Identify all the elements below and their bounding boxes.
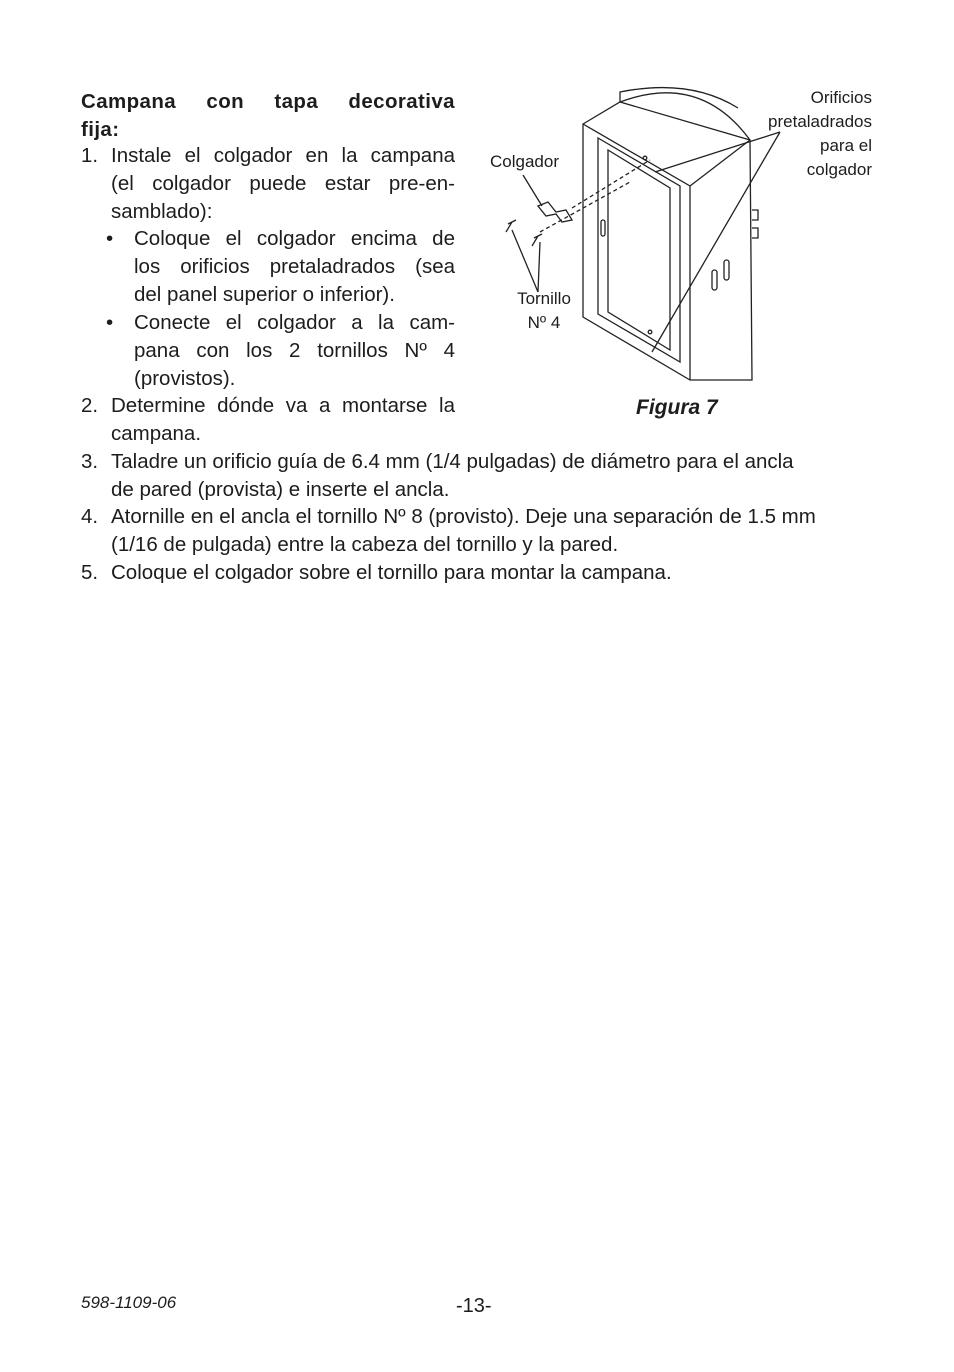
step-line: Taladre un orificio guía de 6.4 mm (1/4 pulgadas) de diámetro para el ancla <box>111 450 794 473</box>
bullet-item <box>106 309 455 393</box>
hood-inner-back <box>608 150 670 350</box>
hood-inner-opening <box>598 138 680 362</box>
step-number: 1. <box>81 144 99 167</box>
predrilled-hole <box>643 156 647 160</box>
bullet-text <box>134 225 455 309</box>
bullet-text <box>134 309 455 393</box>
label-predrilled-holes <box>740 86 872 182</box>
bullet-symbol: • <box>106 311 114 334</box>
step-number: 5. <box>81 561 99 584</box>
bullet-item <box>106 225 455 309</box>
step-line: Determine dónde va a montarse la <box>111 394 455 417</box>
label-screw-line: Tornillo <box>517 289 571 308</box>
step-text <box>111 392 455 448</box>
label-holes-line: pretaladrados <box>768 112 872 131</box>
side-tab <box>752 228 758 238</box>
label-screw <box>512 287 576 335</box>
step-number: 2. <box>81 394 99 417</box>
label-holes-line: para el <box>820 136 872 155</box>
step-number: 4. <box>81 505 99 528</box>
step-line: Atornille en el ancla el tornillo Nº 8 (provisto). Deje una separación de 1.5 mm <box>111 505 816 528</box>
step-1 <box>81 142 455 226</box>
step-line: samblado): <box>111 200 213 223</box>
bullet-line: (provistos). <box>134 367 236 390</box>
cover-curve <box>620 93 750 140</box>
side-tab <box>752 210 758 220</box>
step-line: de pared (provista) e inserte el ancla. <box>111 478 450 501</box>
step-line: (1/16 de pulgada) entre la cabeza del tornillo y la pared. <box>111 533 619 556</box>
side-slot <box>712 270 717 290</box>
label-screw-line: Nº 4 <box>527 313 561 332</box>
assembly-line <box>540 182 630 232</box>
bullet-line: Coloque el colgador encima de <box>134 227 455 250</box>
cover-top-edge <box>620 88 738 108</box>
step-line: campana. <box>111 422 202 445</box>
step-4 <box>81 503 881 559</box>
figure-caption: Figura 7 <box>636 396 718 419</box>
assembly-line <box>572 160 650 208</box>
step-5 <box>81 559 881 587</box>
step-2 <box>81 392 455 448</box>
heading-line-2: fija: <box>81 118 120 141</box>
bullet-line: los orificios pretaladrados (sea <box>134 255 455 278</box>
step-text <box>111 448 881 504</box>
screw <box>506 220 516 232</box>
label-holes-line: colgador <box>806 160 872 179</box>
bullet-line: Conecte el colgador a la cam- <box>134 311 455 334</box>
step-number: 3. <box>81 450 99 473</box>
hood-front-rim <box>583 124 690 380</box>
label-holes-line: Orificios <box>810 88 872 107</box>
label-hanger: Colgador <box>490 152 559 171</box>
predrilled-hole <box>648 330 652 334</box>
leader-hanger <box>523 175 542 206</box>
heading-line-1: Campana con tapa decorativa <box>81 90 455 113</box>
bullet-symbol: • <box>106 227 114 250</box>
page-number: -13- <box>456 1295 492 1317</box>
step-line: (el colgador puede estar pre-en- <box>111 172 455 195</box>
step-text <box>111 503 881 559</box>
step-line: Coloque el colgador sobre el tornillo para montar la campana. <box>111 561 672 584</box>
document-code: 598-1109-06 <box>81 1293 177 1312</box>
step-text <box>111 142 455 226</box>
bullet-line: del panel superior o inferior). <box>134 283 395 306</box>
step-3 <box>81 448 881 504</box>
step-line: Instale el colgador en la campana <box>111 144 455 167</box>
hanger-bracket <box>538 202 572 222</box>
bullet-line: pana con los 2 tornillos Nº 4 <box>134 339 455 362</box>
side-slot <box>724 260 729 280</box>
step-text <box>111 559 881 587</box>
side-slot <box>601 220 605 236</box>
section-heading <box>81 88 455 144</box>
